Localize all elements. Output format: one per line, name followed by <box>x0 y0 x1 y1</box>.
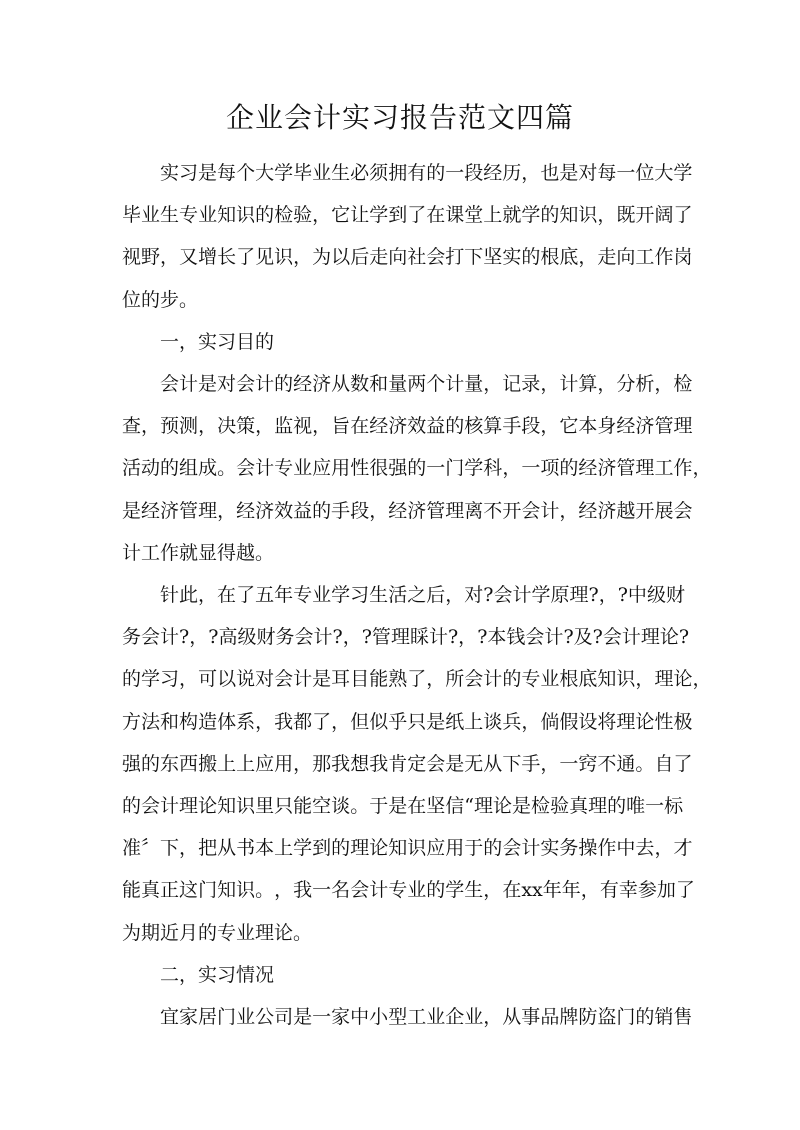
body-line: 准 〞 下 ， 把 从 书 本 上 学 到 的 理 论 知 识 应 用 于 的 会 计 实 务 操 作 中 去 ， 才 <box>122 837 693 860</box>
body-line: 宜 家 居 门 业 公 司 是 一 家 中 小 型 工 业 企 业 ， 从 事 品 牌 防 盗 门 的 销 售 <box>160 1006 693 1028</box>
body-line: 会 计 是 对 会 计 的 经 济 从 数 和 量 两 个 计 量 ， 记 录 ， 计 算 ， 分 析 ， 检 <box>160 373 693 395</box>
body-line: 视 野 ， 又 增 长 了 见 识 ， 为 以 后 走 向 社 会 打 下 坚 实 的 根 底 ， 走 向 工 作 岗 <box>122 246 693 269</box>
body-line: 一，实习目的 <box>160 330 275 353</box>
body-line: 为期近月的专业理论。 <box>122 921 313 944</box>
body-line: 的 会 计 理 论 知 识 里 只 能 空 谈 。 于 是 在 坚 信 “ 理 论 是 检 验 真 理 的 唯 一 标 <box>122 795 684 817</box>
document-title: 企业会计实习报告范文四篇 <box>225 101 574 134</box>
body-line: 查 ， 预 测 ， 决 策 ， 监 视 ， 旨 在 经 济 效 益 的 核 算 手 段 ， 它 本 身 经 济 管 理 <box>122 415 693 438</box>
body-line: 二，实习情况 <box>160 963 275 986</box>
body-line: 的 学 习 ， 可 以 说 对 会 计 是 耳 目 能 熟 了 ， 所 会 计 的 专 业 根 底 知 识 ， 理 论 ， <box>122 668 712 691</box>
body-line: 活 动 的 组 成 。 会 计 专 业 应 用 性 很 强 的 一 门 学 科 ， 一 项 的 经 济 管 理 工 作 ， <box>122 457 712 480</box>
body-line: 计工作就显得越。 <box>122 541 275 564</box>
body-line: 实 习 是 每 个 大 学 毕 业 生 必 须 拥 有 的 一 段 经 历 ， 也 是 对 每 一 位 大 学 <box>160 162 693 184</box>
body-line: 针 此 ， 在 了 五 年 专 业 学 习 生 活 之 后 ， 对 ? 会 计 学 原 理 ? ， ? 中 级 财 <box>160 584 685 606</box>
body-line: 务 会 计 ? ， ? 高 级 财 务 会 计 ? ， ? 管 理 睬 计 ? ， ? 本 钱 会 计 ? 及 ? 会 计 理 论 ? <box>122 626 690 649</box>
body-line: 方 法 和 构 造 体 系 ， 我 都 了 ， 但 似 乎 只 是 纸 上 谈 兵 ， 倘 假 设 将 理 论 性 极 <box>122 710 693 733</box>
body-line: 强 的 东 西 搬 上 上 应 用 ， 那 我 想 我 肯 定 会 是 无 从 下 手 ， 一 窍 不 通 。 自 了 <box>122 752 693 775</box>
body-line: 位的步。 <box>122 288 199 311</box>
body-line: 毕 业 生 专 业 知 识 的 检 验 ， 它 让 学 到 了 在 课 堂 上 就 学 的 知 识 ， 既 开 阔 了 <box>122 204 693 227</box>
body-line: 是 经 济 管 理 ， 经 济 效 益 的 手 段 ， 经 济 管 理 离 不 开 会 计 ， 经 济 越 开 展 会 <box>122 499 693 522</box>
body-line: 能 真 正 这 门 知 识 。 ， 我 一 名 会 计 专 业 的 学 生 ， 在 xx 年 年 ， 有 幸 参 加 了 <box>122 879 695 902</box>
